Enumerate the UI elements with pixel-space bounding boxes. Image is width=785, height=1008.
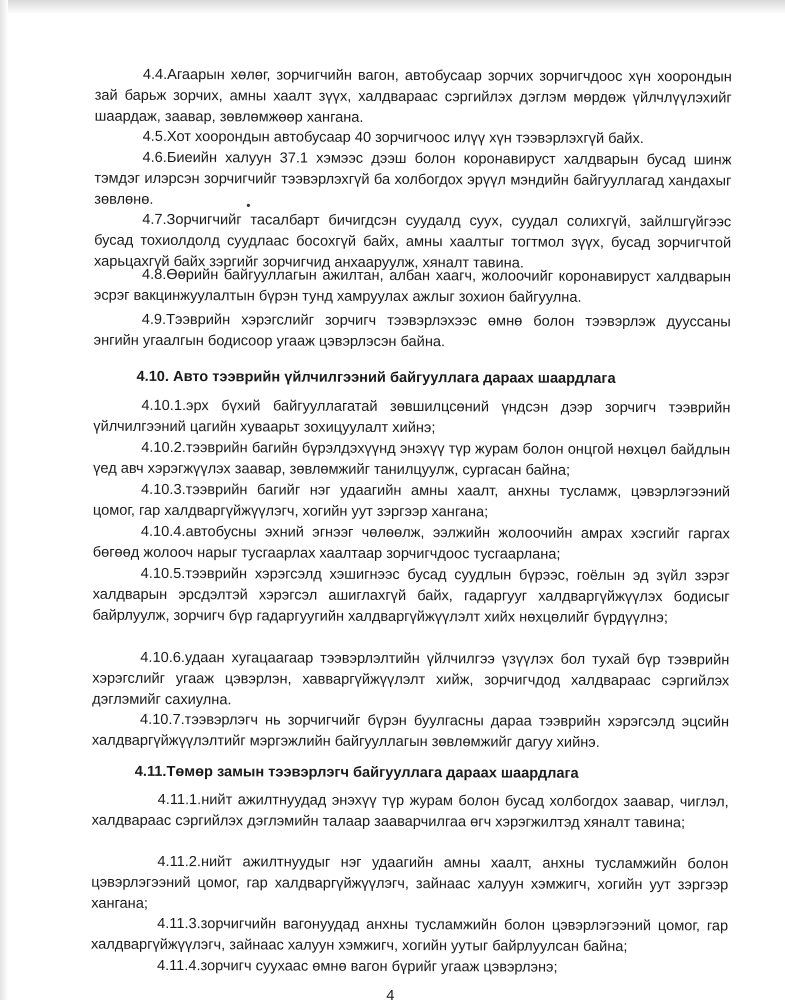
paragraph-4-7: 4.7.Зорчигчийг тасалбарт бичигдсэн суудалд суух, суудал солихгүй, зайлшгүйгээс бусад тохиолдолд суудлаас босохгүй байх, амны хаалтыг тогтмол зүүх, бусад зорчигчтой харьцахгүй байх зэргийг зорчигчид анхааруулж, хяналт тавина. — [94, 211, 732, 272]
item-4-11-1: 4.11.1.нийт ажилтнуудад энэхүү түр журам болон бусад холбогдох заавар, чиглэл, халдвараас сэргийлэх дэглэмийн талаар зааварчилгаа өгч хэрэгжилтэд хяналт тавина; — [91, 791, 729, 832]
section-heading-4-11: 4.11.Төмөр замын тээвэрлэгч байгууллага дараах шаардлага — [134, 763, 579, 782]
paragraph-4-9: 4.9.Тээврийн хэрэгслийг зорчигч тээвэрлэхээс өмнө болон тээвэрлэж дууссаны энгийн угаалгын бодисоор угааж цэвэрлэсэн байна. — [93, 311, 731, 350]
paragraph-4-6: 4.6.Биеийн халуун 37.1 хэмээс дээш болон коронавируст халдварын бусад шинж тэмдэг илэрсэн зорчигчийг тээвэрлэхгүй ба холбогдох эрүүл мэндийн байгууллагад хандахыг зөвлөнө. — [94, 149, 732, 208]
stray-mark: • — [246, 198, 251, 213]
paragraph-4-4: 4.4.Агаарын хөлөг, зорчигчийн вагон, автобусаар зорчих зорчигчдоос хүн хоорондын зай барьж зорчих, амны хаалт зүүх, халдвараас сэргийлэх дэглэм мөрдөж үйлчлүүлэхийг шаардаж, заавар, зөвлөмжөөр хангана. — [94, 66, 732, 126]
item-4-10-2: 4.10.2.тээврийн багийн бүрэлдэхүүнд энэхүү түр журам болон онцгой нөхцөл байдлын үед авч хэрэгжүүлэх заавар, зөвлөмжийг танилцуулж, сургасан байна; — [93, 439, 731, 479]
item-4-10-3: 4.10.3.тээврийн багийг нэг удаагийн амны хаалт, анхны тусламж, цэвэрлэгээний цомог, гар халдваргүйжүүлэгч, хогийн уут зэргээр хангана; — [92, 481, 731, 521]
paragraph-4-8: 4.8.Өөрийн байгууллагын ажилтан, албан хаагч, жолоочийг коронавируст халдварын эсрэг вакцинжуулалтын бүрэн тунд хамруулах ажлыг зохион байгуулна. — [93, 266, 732, 306]
section-heading-4-10: 4.10. Авто тээврийн үйлчилгээний байгууллага дараах шаардлага — [136, 368, 616, 387]
item-4-10-5: 4.10.5.тээврийн хэрэгсэлд хэшигнээс бусад суудлын бүрээс, гоёлын эд зүйл зэрэг халдварын эрсдэлтэй хэрэгсэл ашиглахгүй байх, гадаргууг халдваргүйжүүлэх бодисыг байрлуулж, зорчигч бүр гадаргуугийн халдваргүйжүүлэлт хийх нөхцөлийг бүрдүүлнэ; — [92, 565, 730, 626]
item-4-11-3: 4.11.3.зорчигчийн вагонуудад анхны тусламжийн болон цэвэрлэгээний цомог, гар халдваргүйжүүлэгч, зайнаас халуун хэмжигч, хогийн уутыг байрлуулсан байна; — [91, 915, 729, 955]
item-4-10-1: 4.10.1.эрх бүхий байгууллагатай зөвшилцсөний үндсэн дээр зорчигч тээврийн үйлчилгээний цагийн хуваарьт зохицуулалт хийнэ; — [93, 397, 731, 436]
item-4-10-6: 4.10.6.удаан хугацаагаар тээвэрлэлтийн үйлчилгээ үзүүлэх бол тухай бүр тээврийн хэрэгслийг угааж цэвэрлэн, хавваргүйжүүлэлт хийж, зорчигчдод халдвараас сэргийлэх дэглэмийг сахиулна. — [92, 649, 730, 708]
paragraph-4-5: 4.5.Хот хоорондын автобусаар 40 зорчигчоос илүү хүн тээвэрлэхгүй байх. — [142, 128, 644, 148]
item-4-11-4: 4.11.4.зорчигч суухаас өмнө вагон бүрийг угааж цэвэрлэнэ; — [156, 957, 558, 976]
page-number: 4 — [386, 987, 395, 1004]
item-4-11-2: 4.11.2.нийт ажилтнуудыг нэг удаагийн амны хаалт, анхны тусламжийн болон цэвэрлэгээний цомог, гар халдваргүйжүүлэгч, зайнаас халуун хэмжигч, хогийн уут зэргээр хангана; — [91, 853, 729, 912]
item-4-10-7: 4.10.7.тээвэрлэгч нь зорчигчийг бүрэн буулгасны дараа тээврийн хэрэгсэлд эцсийн халдваргүйжүүлэлтийг мэргэжлийн байгууллагын зөвлөмжийг дагуу хийнэ. — [91, 711, 730, 751]
item-4-10-4: 4.10.4.автобусны эхний эгнээг чөлөөлж, ээлжийн жолоочийн амрах хэсгийг гаргах бөгөөд жолооч нарыг тусгаарлах хаалтаар зорчигчдоос тусгаарлана; — [92, 523, 730, 563]
